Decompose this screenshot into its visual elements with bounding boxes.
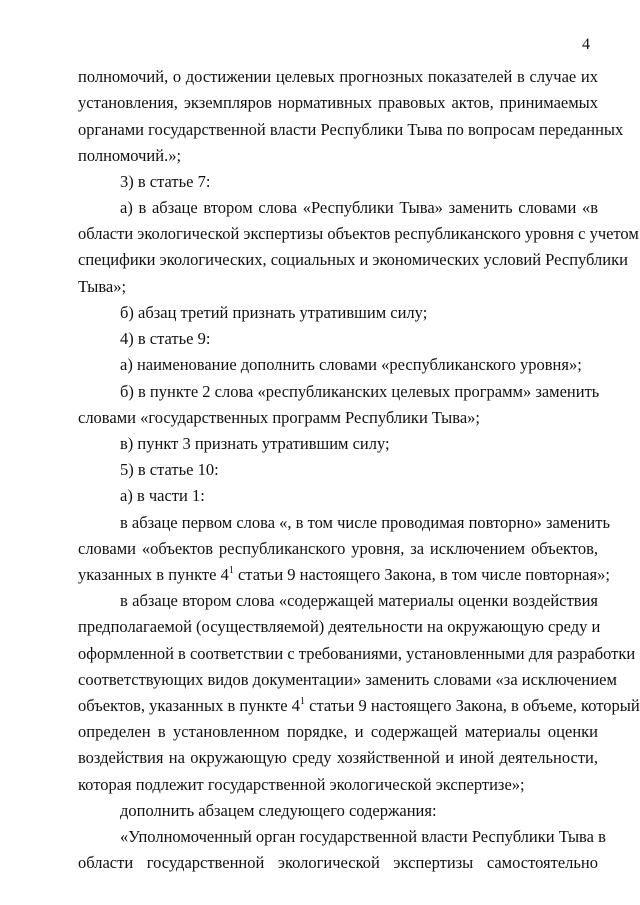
text-line xyxy=(78,696,640,716)
text-line: в) пункт 3 признать утратившим силу; xyxy=(120,434,390,453)
text-line: области государственной экологической экспертизы самостоятельно xyxy=(78,853,598,872)
text-line: б) в пункте 2 слова «республиканских целевых программ» заменить xyxy=(120,382,600,401)
text-line: «Уполномоченный орган государственной власти Республики Тыва в xyxy=(120,827,606,846)
text-line: 3) в статье 7: xyxy=(120,172,211,191)
text-line: полномочий.»; xyxy=(78,146,182,165)
text-line: в абзаце втором слова «содержащей материалы оценки воздействия xyxy=(120,591,598,610)
text-line: а) в части 1: xyxy=(120,486,205,505)
page-number: 4 xyxy=(582,36,590,53)
text-line: словами «объектов республиканского уровня, за исключением объектов, xyxy=(78,539,598,558)
text-line xyxy=(78,565,610,585)
text-line: оформленной в соответствии с требованиями, установленными для разработки xyxy=(78,644,636,663)
superscript: 1 xyxy=(300,696,306,707)
text-line: области экологической экспертизы объектов республиканского уровня с учетом xyxy=(78,224,639,243)
text-line: Тыва»; xyxy=(78,277,127,296)
line-part: указанных в пункте 4 xyxy=(78,565,229,584)
text-line: б) абзац третий признать утратившим силу; xyxy=(120,303,428,322)
text-line: дополнить абзацем следующего содержания: xyxy=(120,801,437,820)
text-line: соответствующих видов документации» заменить словами «за исключением xyxy=(78,670,617,689)
line-part: объектов, указанных в пункте 4 xyxy=(78,696,301,715)
text-line: органами государственной власти Республики Тыва по вопросам переданных xyxy=(78,120,624,139)
text-line: специфики экологических, социальных и экономических условий Республики xyxy=(78,250,628,269)
text-line: определен в установленном порядке, и содержащей материалы оценки xyxy=(78,722,598,741)
text-line: полномочий, о достижении целевых прогнозных показателей в случае их xyxy=(78,67,598,86)
superscript: 1 xyxy=(228,565,234,576)
text-line: а) наименование дополнить словами «республиканского уровня»; xyxy=(120,355,582,374)
text-line: предполагаемой (осуществляемой) деятельности на окружающую среду и xyxy=(78,617,601,636)
text-line: 4) в статье 9: xyxy=(120,329,211,348)
text-line: установления, экземпляров нормативных правовых актов, принимаемых xyxy=(78,93,598,112)
text-line: в абзаце первом слова «, в том числе проводимая повторно» заменить xyxy=(120,513,610,532)
text-line: воздействия на окружающую среду хозяйственной и иной деятельности, xyxy=(78,748,598,767)
text-line: словами «государственных программ Республики Тыва»; xyxy=(78,408,480,427)
line-part: статьи 9 настоящего Закона, в том числе повторная»; xyxy=(233,565,610,584)
text-line: которая подлежит государственной экологической экспертизе»; xyxy=(78,775,525,794)
line-part: статьи 9 настоящего Закона, в объеме, который xyxy=(305,696,640,715)
text-line: а) в абзаце втором слова «Республики Тыва» заменить словами «в xyxy=(120,198,598,217)
text-line: 5) в статье 10: xyxy=(120,460,219,479)
